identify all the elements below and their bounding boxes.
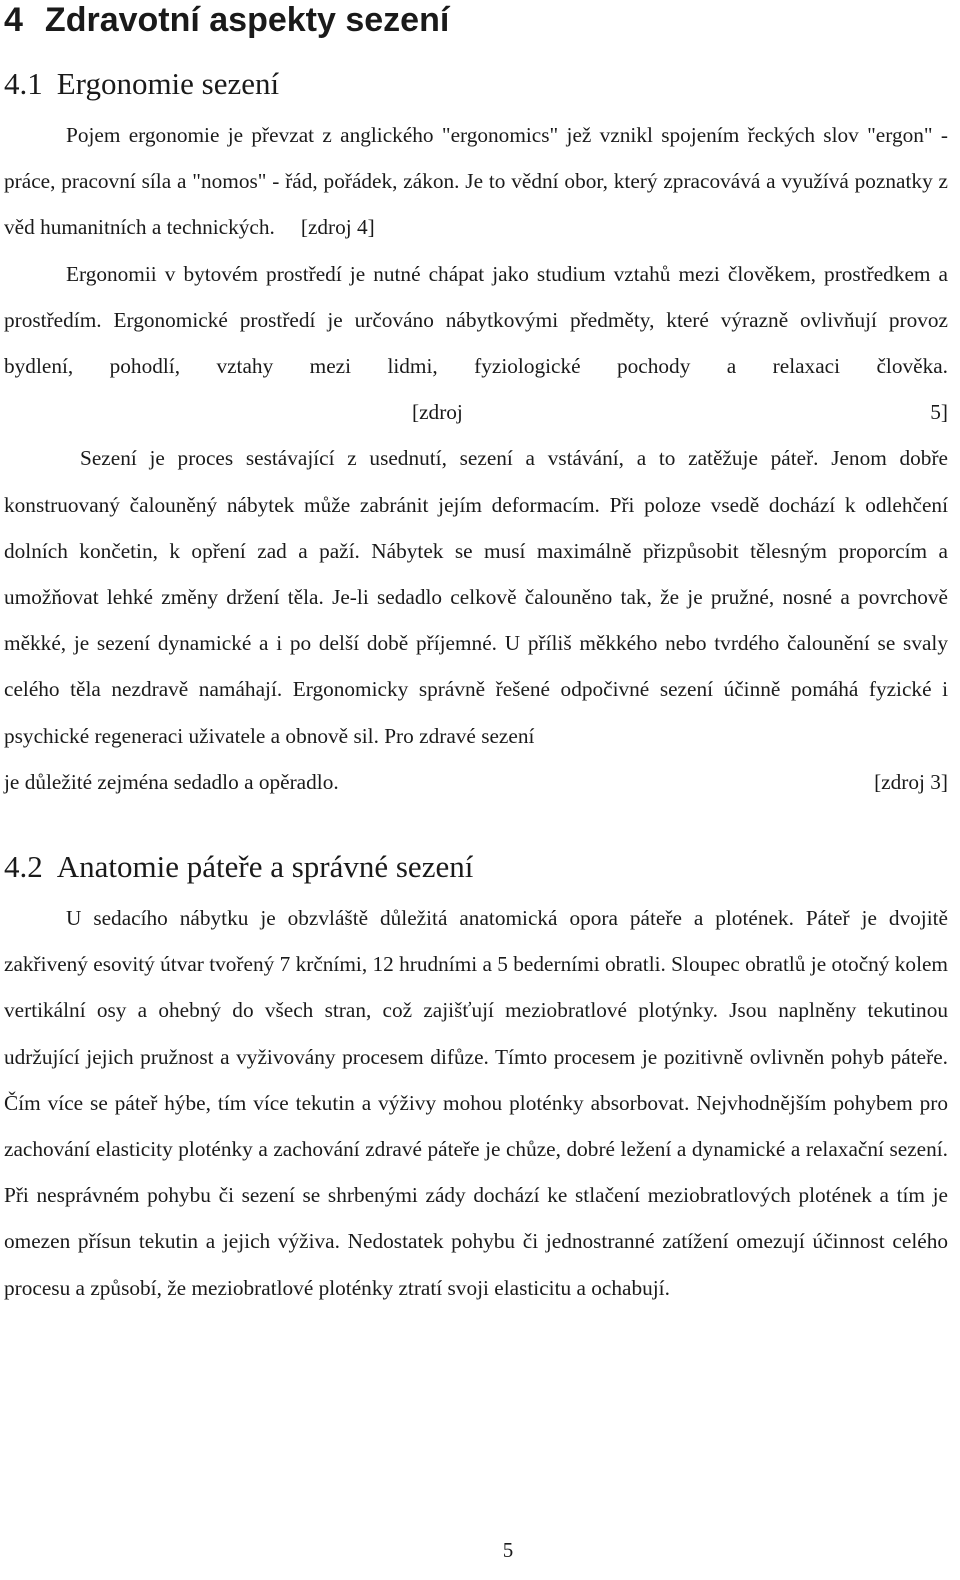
paragraph-last-line [4,759,948,805]
chapter-heading [4,0,948,42]
paragraph-sezeni-proces [4,435,948,758]
paragraph-text: Ergonomii v bytovém prostředí je nutné chápat jako studium vztahů mezi člověkem, prostředkem a prostředím. Ergonomické prostředí je určováno nábytkovými předměty, které výrazně ovlivňují provoz bydlení, pohodlí, vztahy mezi lidmi, fyziologické pochody a relaxaci člověka. [4,261,948,379]
section-number: 4.2 [4,849,43,885]
chapter-number: 4 [4,1,23,39]
source-citation: [zdroj 3] [874,769,948,794]
paragraph-text: Pojem ergonomie je převzat z anglického "ergonomics" jež vznikl spojením řeckých slov "ergon" - práce, pracovní síla a "nomos" - řád, pořádek, zákon. Je to vědní obor, který zpracovává a využívá poznatky z věd humanitních a technických. [4,123,948,240]
paragraph-ergonomie-definition [4,112,948,251]
chapter-title: Zdravotní aspekty sezení [44,1,450,39]
paragraph-bytove-prostredi [4,251,948,436]
source-citation: [zdroj 5] [412,400,948,425]
paragraph-text: Sezení je proces sestávající z usednutí, sezení a vstávání, a to zatěžuje páteř. Jenom dobře konstruovaný čalouněný nábytek může zabránit jejím deformacím. Při poloze vsedě dochází k odlehčení dolních končetin, k opření zad a paží. Nábytek se musí maximálně přizpůsobit tělesným proporcím a umožňovat lehké změny držení těla. Je-li sedadlo celkově čalouněno tak, že je pružné, nosné a povrchově měkké, je sezení dynamické a i po delší době příjemné. U příliš měkkého nebo tvrdého čalounění se svaly celého těla nezdravě namáhají. Ergonomicky správně řešené odpočivné sezení účinně pomáhá fyzické i psychické regeneraci uživatele a obnově sil. Pro zdravé sezení [4,446,948,748]
section-title: Anatomie páteře a správné sezení [56,849,474,885]
paragraph-text: je důležité zejména sedadlo a opěradlo. [4,769,339,794]
section-number: 4.1 [4,66,43,101]
page-number: 5 [502,1538,514,1562]
paragraph-text: U sedacího nábytku je obzvláště důležitá anatomická opora páteře a plotének. Páteř je dvojitě zakřivený esovitý útvar tvořený 7 krčními, 12 hrudními a 5 bederními obratli. Sloupec obratlů je otočný kolem vertikální osy a ohebný do všech stran, což zajišťují meziobratlové plotýnky. Jsou naplněny tekutinou udržující jejich pružnost a vyživovány procesem difůze. Tímto procesem je pozitivně ovlivněn pohyb páteře. Čím více se páteř hýbe, tím více tekutin a výživy mohou ploténky absorbovat. Nejvhodnějším pohybem pro zachování elasticity ploténky a zachování zdravé páteře je chůze, dobré ležení a dynamické a relaxační sezení. Při nesprávném pohybu či sezení se shrbenými zády dochází ke stlačení meziobratlových plotének a tím je omezen přísun tekutin a jejich výživa. Nedostatek pohybu či jednostranné zatížení omezují účinnost celého procesu a způsobí, že meziobratlové ploténky ztratí svoji elasticitu a ochabují. [4,906,948,1300]
paragraph-anatomie-pater [4,895,948,1311]
section-heading-ergonomie [4,64,948,112]
source-citation: [zdroj 4] [300,215,375,240]
section-heading-anatomie [4,847,948,887]
section-title: Ergonomie sezení [56,66,280,101]
document-page [4,0,948,1311]
